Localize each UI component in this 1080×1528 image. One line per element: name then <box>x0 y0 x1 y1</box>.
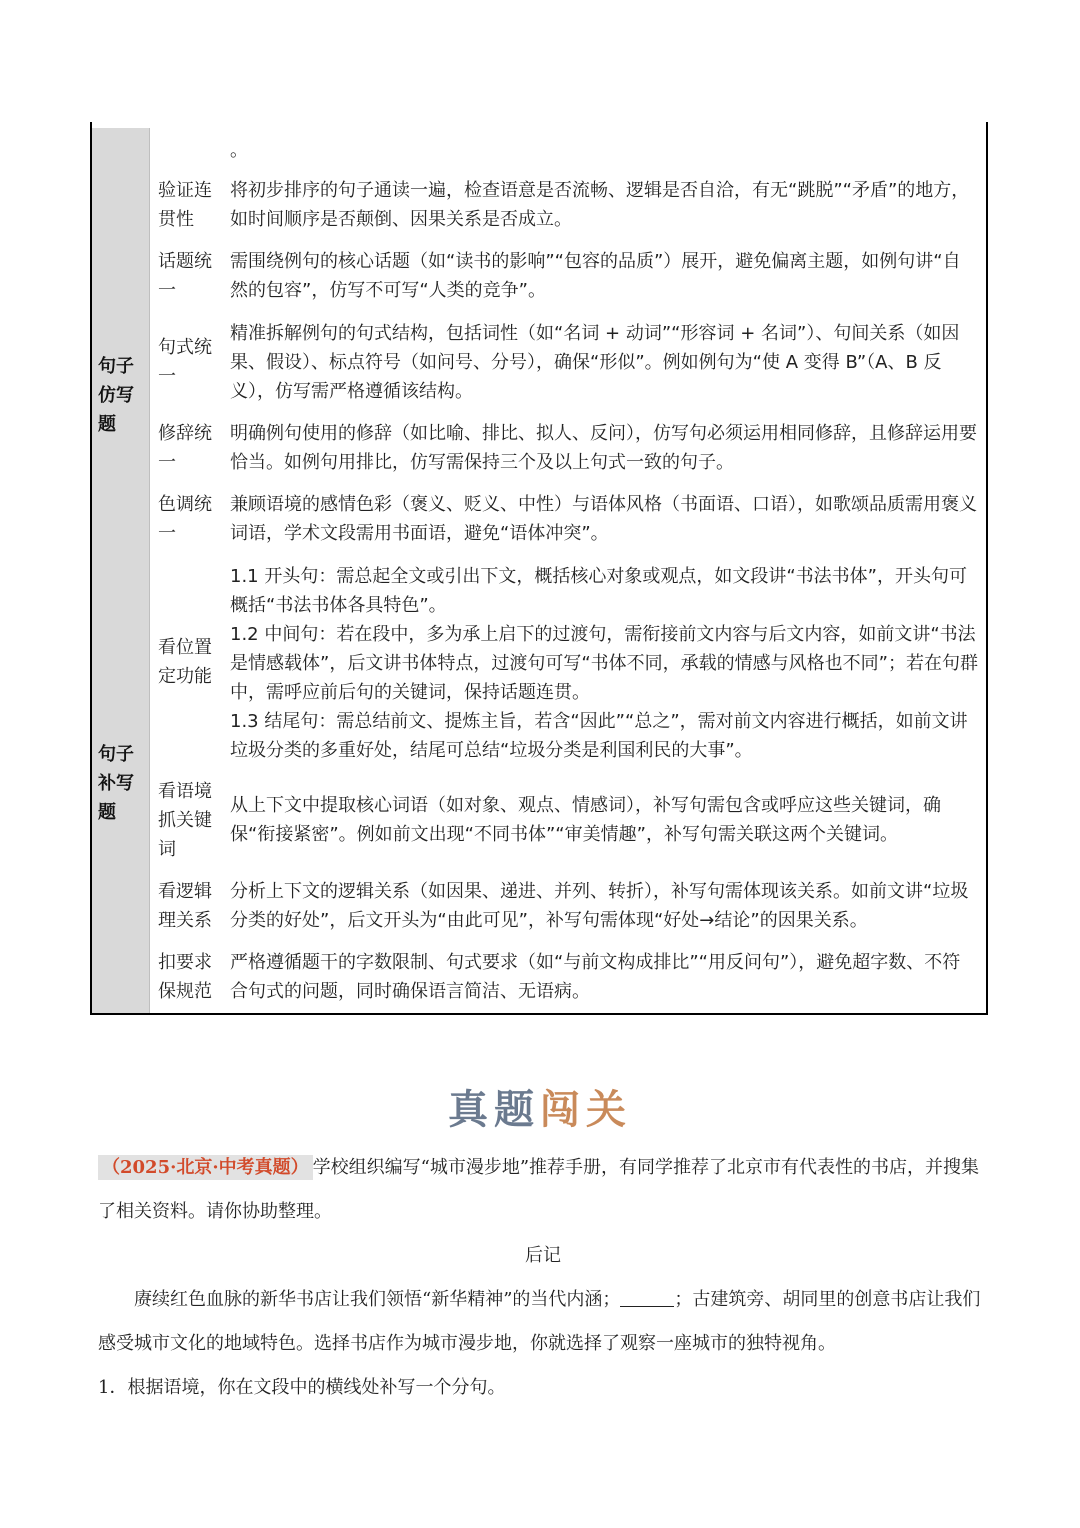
row-label: 话题统一 <box>158 251 212 301</box>
question-1: 1．根据语境，你在文段中的横线处补写一个分句。 <box>98 1377 506 1398</box>
intro-text: 学校组织编写“城市漫步地”推荐手册，有同学推荐了北京市有代表性的书店，并搜集了相关资料。请你协助整理。 <box>98 1157 980 1222</box>
afterword-text-after: ；古建筑旁、胡同里的创意书店让我们感受城市文化的地域特色。选择书店作为城市漫步地，你就选择了观察一座城市的独特视角。 <box>98 1289 981 1354</box>
afterword-title: 后记 <box>525 1245 561 1266</box>
row-description: 从上下文中提取核心词语（如对象、观点、情感词），补写句需包含或呼应这些关键词，确保“衔接紧密”。例如前文出现“不同书体”“审美情趣”，补写句需关联这两个关键词。 <box>230 795 941 845</box>
category-completion: 句子补写题 <box>98 744 134 823</box>
row-label: 色调统一 <box>158 494 212 544</box>
row-label: 句式统一 <box>158 337 212 387</box>
row-label: 扣要求保规范 <box>158 952 212 1002</box>
row-label: 看逻辑理关系 <box>158 881 212 931</box>
row-description: 精准拆解例句的句式结构，包括词性（如“名词 + 动词”“形容词 + 名词”）、句间关系（如因果、假设）、标点符号（如问号、分号），确保“形似”。例如例句为“使 A 变得 B”（A、B 反义），仿写需严格遵循该结构。 <box>230 323 960 402</box>
category-column <box>92 128 150 1013</box>
row-label: 看语境抓关键词 <box>158 781 212 860</box>
row-description: 将初步排序的句子通读一遍，检查语意是否流畅、逻辑是否自洽，有无“跳脱”“矛盾”的地方，如时间顺序是否颠倒、因果关系是否成立。 <box>230 180 970 230</box>
afterword-text-before: 赓续红色血脉的新华书店让我们领悟“新华精神”的当代内涵； <box>134 1289 621 1310</box>
position-middle: 1.2 中间句：若在段中，多为承上启下的过渡句，需衔接前文内容与后文内容，如前文讲“书法是情感载体”，后文讲书体特点，过渡句可写“书体不同，承载的情感与风格也不同”；若在句群中，需呼应前后句的关键词，保持话题连贯。 <box>230 624 978 703</box>
row-description <box>230 562 978 765</box>
fill-blank[interactable] <box>620 1288 674 1307</box>
question-intro <box>98 1146 988 1234</box>
row-description: 严格遵循题干的字数限制、句式要求（如“与前文构成排比”“用反问句”），避免超字数、不符合句式的问题，同时确保语言简洁、无语病。 <box>230 952 961 1002</box>
category-imitation: 句子仿写题 <box>98 356 134 435</box>
row-description: 需围绕例句的核心话题（如“读书的影响”“包容的品质”）展开，避免偏离主题，如例句讲“自然的包容”，仿写不可写“人类的竞争”。 <box>230 251 961 301</box>
table-right-edge <box>986 122 988 128</box>
row-description: 明确例句使用的修辞（如比喻、排比、拟人、反问），仿写句必须运用相同修辞，且修辞运用要恰当。如例句用排比，仿写需保持三个及以上句式一致的句子。 <box>230 423 977 473</box>
position-opening: 1.1 开头句：需总起全文或引出下文，概括核心对象或观点，如文段讲“书法书体”，开头句可概括“书法书体各具特色”。 <box>230 566 967 616</box>
section-heading <box>0 1078 1080 1135</box>
position-ending: 1.3 结尾句：需总结前文、提炼主旨，若含“因此”“总之”，需对前文内容进行概括，如前文讲垃圾分类的多重好处，结尾可总结“垃圾分类是利国利民的大事”。 <box>230 711 968 761</box>
row-fragment: 。 <box>230 140 248 161</box>
exam-source-tag: （2025·北京·中考真题） <box>98 1155 313 1180</box>
row-description: 分析上下文的逻辑关系（如因果、递进、并列、转折），补写句需体现该关系。如前文讲“垃圾分类的好处”，后文开头为“由此可见”，补写句需体现“好处→结论”的因果关系。 <box>230 881 969 931</box>
heading-part-1: 真题 <box>448 1087 540 1133</box>
heading-part-2: 闯关 <box>540 1087 632 1133</box>
row-label: 看位置定功能 <box>158 637 212 687</box>
row-description: 兼顾语境的感情色彩（褒义、贬义、中性）与语体风格（书面语、口语），如歌颂品质需用褒义词语，学术文段需用书面语，避免“语体冲突”。 <box>230 494 977 544</box>
row-label: 修辞统一 <box>158 423 212 473</box>
afterword-paragraph <box>98 1278 988 1366</box>
method-table <box>90 128 988 1015</box>
row-label: 验证连贯性 <box>158 180 212 230</box>
